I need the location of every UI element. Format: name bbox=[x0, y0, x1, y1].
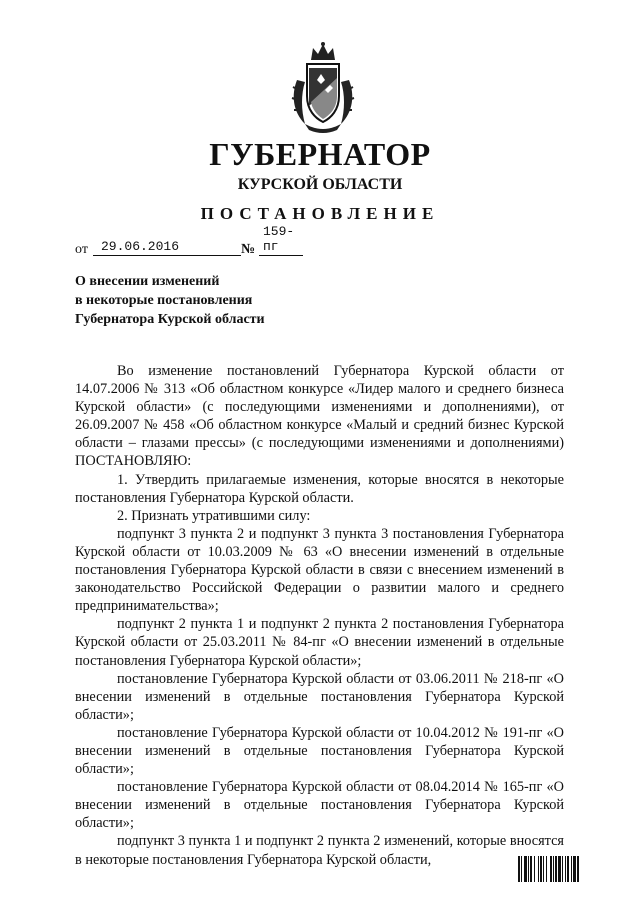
document-body bbox=[75, 362, 564, 869]
body-paragraph: подпункт 2 пункта 1 и подпункт 2 пункта 2 постановления Губернатора Курской области от 25.03.2011 № 84-пг «О внесении изменений в отдельные постановления Губернатора Курской области»; bbox=[75, 616, 564, 669]
barcode-icon bbox=[518, 856, 610, 882]
registration-line bbox=[75, 224, 375, 258]
document-date: 29.06.2016 bbox=[93, 239, 241, 256]
body-paragraph: 1. Утвердить прилагаемые изменения, которые вносятся в некоторые постановления Губернатора Курской области. bbox=[75, 471, 564, 506]
body-paragraph: подпункт 3 пункта 1 и подпункт 2 пункта 2 изменений, которые вносятся в некоторые постановления Губернатора Курской области, bbox=[75, 833, 564, 868]
body-paragraph: подпункт 3 пункта 2 и подпункт 3 пункта 3 постановления Губернатора Курской области от 10.03.2009 № 63 «О внесении изменений в отдельные постановления Губернатора Курской области в связи с внесением изменений в законодательство Российской Федерации о развитии малого и среднего предпринимательства»; bbox=[75, 525, 564, 615]
document-type: ПОСТАНОВЛЕНИЕ bbox=[200, 204, 440, 223]
body-paragraph: 2. Признать утратившими силу: bbox=[117, 507, 311, 524]
document-number: 159-пг bbox=[259, 224, 303, 256]
date-label: от bbox=[75, 242, 88, 257]
body-paragraph: постановление Губернатора Курской области от 03.06.2011 № 218-пг «О внесении изменений в отдельные постановления Губернатора Курской области»; bbox=[75, 670, 564, 723]
subject-line: в некоторые постановления bbox=[75, 293, 253, 308]
document-title: ГУБЕРНАТОР bbox=[209, 136, 431, 172]
number-label: № bbox=[241, 242, 256, 257]
body-paragraph: постановление Губернатора Курской области от 10.04.2012 № 191-пг «О внесении изменений в отдельные постановления Губернатора Курской области»; bbox=[75, 724, 564, 778]
body-paragraph: постановление Губернатора Курской области от 08.04.2014 № 165-пг «О внесении изменений в отдельные постановления Губернатора Курской области»; bbox=[75, 779, 564, 832]
subject-line: Губернатора Курской области bbox=[75, 312, 265, 327]
subject-line: О внесении изменений bbox=[75, 274, 220, 289]
document-subject bbox=[75, 272, 265, 329]
document-subtitle: КУРСКОЙ ОБЛАСТИ bbox=[237, 176, 403, 193]
coat-of-arms-icon bbox=[287, 40, 359, 136]
body-paragraph: Во изменение постановлений Губернатора Курской области от 14.07.2006 № 313 «Об областном конкурсе «Лидер малого и среднего бизнеса Курской области» (с последующими изменениями и дополнениями), от 26.09.2007 № 458 «Об областном конкурсе «Малый и средний бизнес Курской области – глазами прессы» (с последующими изменениями и дополнениями) ПОСТАНОВЛЯЮ: bbox=[75, 363, 564, 470]
